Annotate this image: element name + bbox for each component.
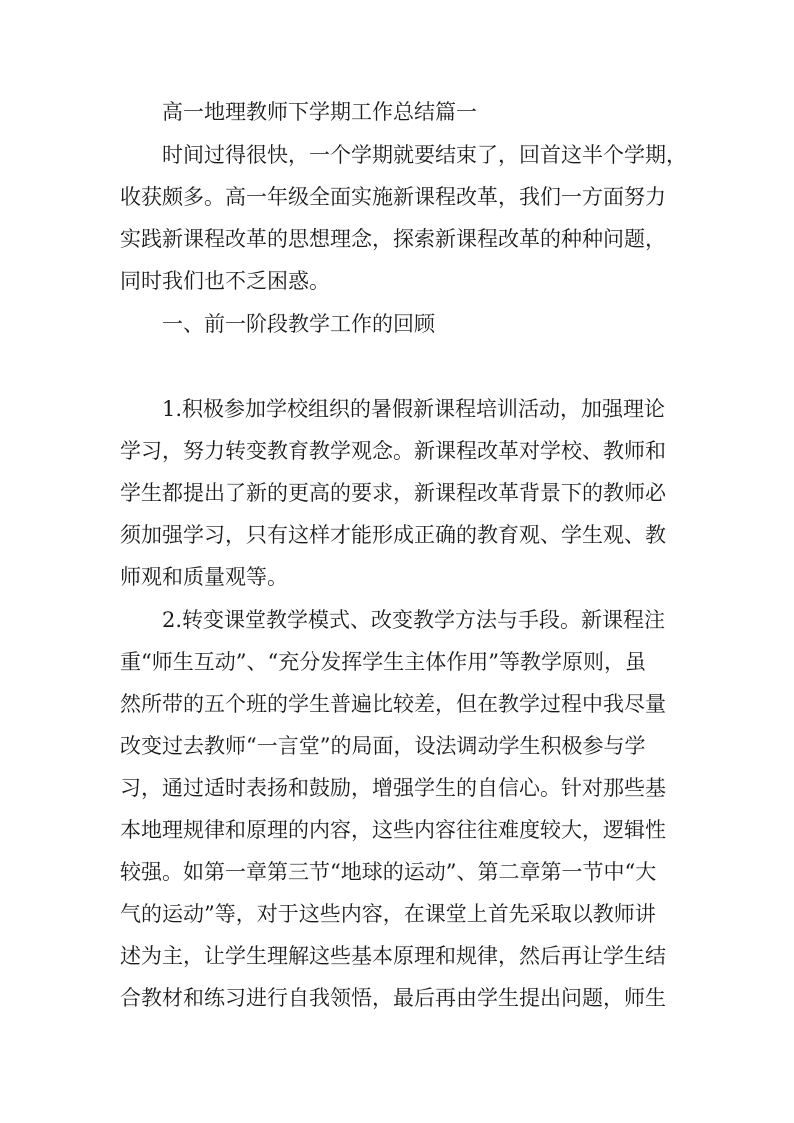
item2-line-4: 改变过去教师“一言堂”的局面，设法调动学生积极参与学 (120, 734, 646, 758)
intro-line-4: 同时我们也不乏困惑。 (120, 269, 330, 293)
item2-line-5: 习，通过适时表扬和鼓励，增强学生的自信心。针对那些基 (120, 776, 666, 800)
item1-line-2: 学习，努力转变教育教学观念。新课程改革对学校、教师和 (120, 439, 666, 463)
item1-line-5: 师观和质量观等。 (120, 565, 288, 589)
document-title: 高一地理教师下学期工作总结篇一 (162, 100, 477, 124)
intro-line-3: 实践新课程改革的思想理念，探索新课程改革的种种问题， (120, 227, 666, 251)
item1-line-4: 须加强学习，只有这样才能形成正确的教育观、学生观、教 (120, 523, 666, 547)
item2-line-9: 述为主，让学生理解这些基本原理和规律，然后再让学生结 (120, 944, 666, 968)
item2-line-6: 本地理规律和原理的内容，这些内容往往难度较大，逻辑性 (120, 818, 666, 842)
item2-line-3: 然所带的五个班的学生普遍比较差，但在教学过程中我尽量 (120, 692, 666, 716)
item2-line-8: 气的运动”等，对于这些内容，在课堂上首先采取以教师讲 (120, 902, 656, 926)
item2-line-10: 合教材和练习进行自我领悟，最后再由学生提出问题，师生 (120, 986, 666, 1010)
item2-line-1: 2.转变课堂教学模式、改变教学方法与手段。新课程注 (162, 608, 666, 632)
section-heading: 一、前一阶段教学工作的回顾 (162, 312, 435, 336)
item2-line-2: 重“师生互动”、“充分发挥学生主体作用”等教学原则，虽 (120, 650, 646, 674)
item2-line-7: 较强。如第一章第三节“地球的运动”、第二章第一节中“大 (120, 860, 657, 884)
intro-line-1: 时间过得很快，一个学期就要结束了，回首这半个学期， (162, 143, 687, 167)
item1-line-1: 1.积极参加学校组织的暑假新课程培训活动，加强理论 (162, 397, 666, 421)
intro-line-2: 收获颇多。高一年级全面实施新课程改革，我们一方面努力 (120, 185, 666, 209)
item1-line-3: 学生都提出了新的更高的要求，新课程改革背景下的教师必 (120, 481, 666, 505)
